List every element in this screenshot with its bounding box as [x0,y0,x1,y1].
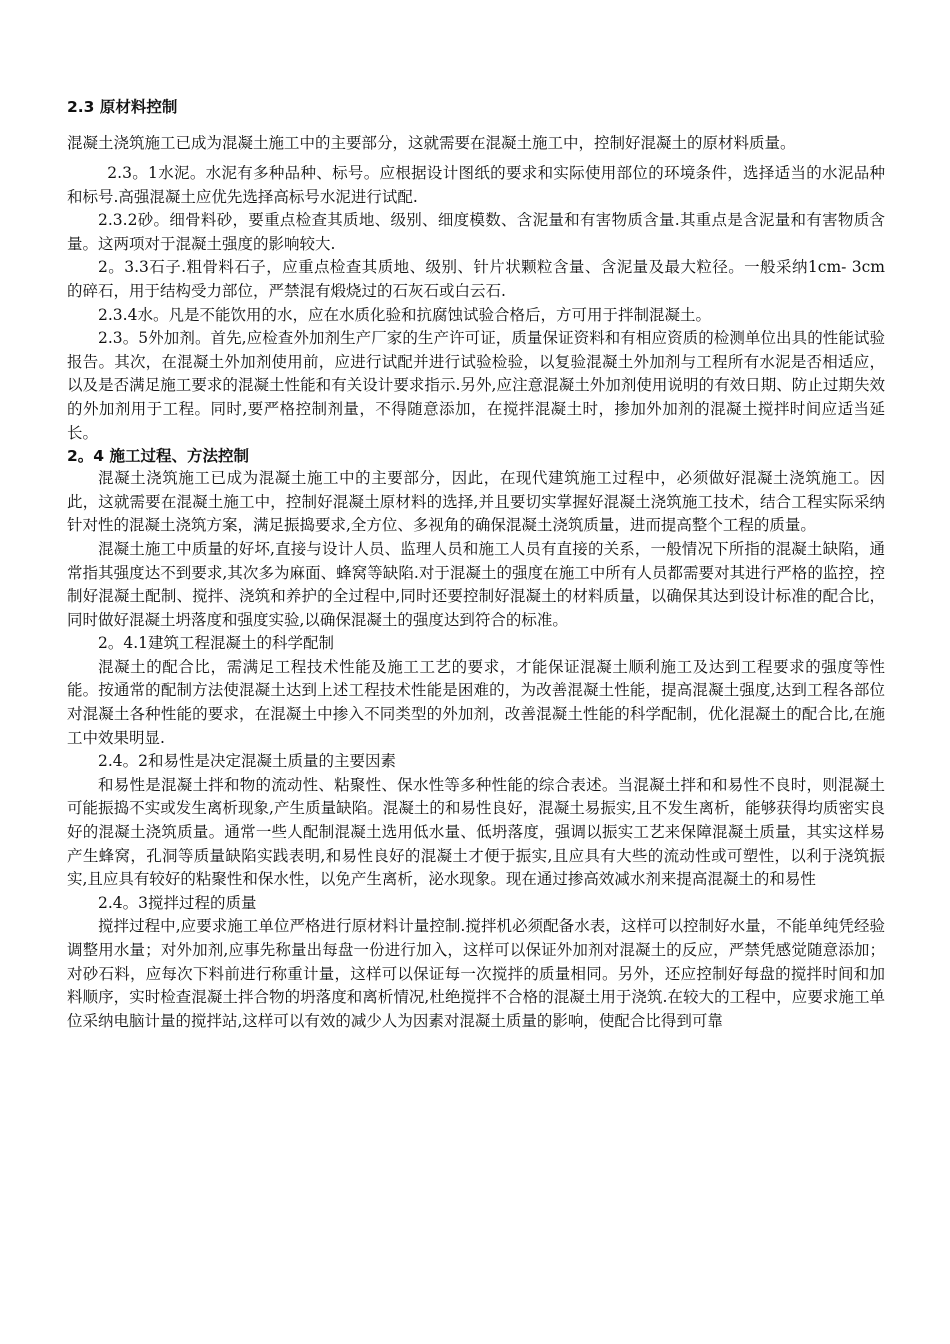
subsection-2-4-2-text: 和易性是混凝土拌和物的流动性、粘聚性、保水性等多种性能的综合表述。当混凝土拌和和易性不良时，则混凝土可能振捣不实或发生离析现象,产生质量缺陷。混凝土的和易性良好，混凝土易振实,且不发生离析，能够获得均质密实良好的混凝土浇筑质量。通常一些人配制混凝土选用低水量、低坍落度，强调以振实工艺来保障混凝土质量，其实这样易产生蜂窝，孔洞等质量缺陷实践表明,和易性良好的混凝土才便于振实,且应具有大些的流动性或可塑性，以利于浇筑振实,且应具有较好的粘聚性和保水性，以免产生离析，泌水现象。现在通过掺高效减水剂来提高混凝土的和易性 [67,775,885,889]
subsection-2-4-3-title: 2.4。3搅拌过程的质量 [98,893,257,912]
section-2-4-para-1: 混凝土浇筑施工已成为混凝土施工中的主要部分，因此，在现代建筑施工过程中，必须做好混凝土浇筑施工。因此，这就需要在混凝土施工中，控制好混凝土原材料的选择,并且要切实掌握好混凝土浇筑施工技术，结合工程实际采纳针对性的混凝土浇筑方案，满足振捣要求,全方位、多视角的确保混凝土浇筑质量，进而提高整个工程的质量。 [67,469,885,535]
subsection-2-4-2-title: 2.4。2和易性是决定混凝土质量的主要因素 [98,752,397,771]
item-2-3-4-water: 2.3.4水。凡是不能饮用的水，应在水质化验和抗腐蚀试验合格后，方可用于拌制混凝土。 [98,305,711,324]
item-2-3-2-sand: 2.3.2砂。细骨料砂，要重点检查其质地、级别、细度模数、含泥量和有害物质含量.其重点是含泥量和有害物质含量。这两项对于混凝土强度的影响较大. [67,211,885,253]
document-page [67,96,885,1033]
section-2-3-heading: 2.3 原材料控制 [67,98,178,116]
subsection-2-4-1-text: 混凝土的配合比，需满足工程技术性能及施工工艺的要求，才能保证混凝土顺利施工及达到工程要求的强度等性能。按通常的配制方法使混凝土达到上述工程技术性能是困难的，为改善混凝土性能，提高混凝土强度,达到工程各部位对混凝土各种性能的要求，在混凝土中掺入不同类型的外加剂，改善混凝土性能的科学配制，优化混凝土的配合比,在施工中效果明显. [67,657,885,747]
section-2-4-heading: 2。4 施工过程、方法控制 [67,447,249,466]
section-2-3-intro: 混凝土浇筑施工已成为混凝土施工中的主要部分，这就需要在混凝土施工中，控制好混凝土的原材料质量。 [67,134,796,152]
subsection-2-4-3-text: 搅拌过程中,应要求施工单位严格进行原材料计量控制.搅拌机必须配备水表，这样可以控制好水量，不能单纯凭经验调整用水量；对外加剂,应事先称量出每盘一份进行加入，这样可以保证外加剂对混凝土的反应，严禁凭感觉随意添加；对砂石料，应每次下料前进行称重计量，这样可以保证每一次搅拌的质量相同。另外，还应控制好每盘的搅拌时间和加料顺序，实时检查混凝土拌合物的坍落度和离析情况,杜绝搅拌不合格的混凝土用于浇筑.在较大的工程中，应要求施工单位采纳电脑计量的搅拌站,这样可以有效的减少人为因素对混凝土质量的影响，使配合比得到可靠 [67,917,885,1030]
item-2-3-5-admixture: 2.3。5外加剂。首先,应检查外加剂生产厂家的生产许可证，质量保证资料和有相应资质的检测单位出具的性能试验报告。其次，在混凝土外加剂使用前，应进行试配并进行试验检验，以复验混凝土外加剂与工程所有水泥是否相适应，以及是否满足施工要求的混凝土性能和有关设计要求指示.另外,应注意混凝土外加剂使用说明的有效日期、防止过期失效的外加剂用于工程。同时,要严格控制剂量，不得随意添加，在搅拌混凝土时，掺加外加剂的混凝土搅拌时间应适当延长。 [67,329,885,442]
section-2-4-para-2: 混凝土施工中质量的好坏,直接与设计人员、监理人员和施工人员有直接的关系，一般情况下所指的混凝土缺陷，通常指其强度达不到要求,其次多为麻面、蜂窝等缺陷.对于混凝土的强度在施工中所有人员都需要对其进行严格的监控，控制好混凝土配制、搅拌、浇筑和养护的全过程中,同时还要控制好混凝土的材料质量，以确保其达到设计标准的配合比，同时做好混凝土坍落度和强度实验,以确保混凝土的强度达到符合的标准。 [67,539,885,629]
item-2-3-3-stone: 2。3.3石子.粗骨料石子，应重点检查其质地、级别、针片状颗粒含量、含泥量及最大粒径。一般采纳1cm- 3cm 的碎石，用于结构受力部位，严禁混有煅烧过的石灰石或白云石. [67,258,885,300]
subsection-2-4-1-title: 2。4.1建筑工程混凝土的科学配制 [98,634,335,653]
item-2-3-1-cement: 2.3。1水泥。水泥有多种品种、标号。应根据设计图纸的要求和实际使用部位的环境条件，选择适当的水泥品种和标号.高强混凝土应优先选择高标号水泥进行试配. [67,164,885,206]
